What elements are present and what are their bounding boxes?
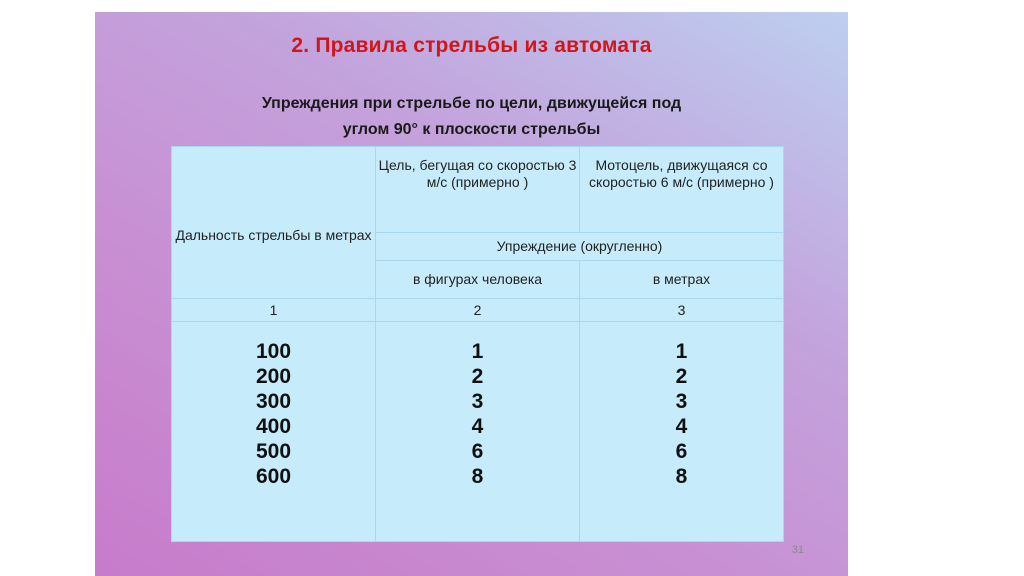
distance-value: 300 xyxy=(255,390,292,413)
header-in-human-figures: в фигурах человека xyxy=(376,261,580,299)
meters-value: 1 xyxy=(675,340,688,363)
figures-value: 8 xyxy=(471,465,484,488)
figures-value: 6 xyxy=(471,440,484,463)
figures-value: 1 xyxy=(471,340,484,363)
meters-value: 8 xyxy=(675,465,688,488)
subtitle-line-2: углом 90° к плоскости стрельбы xyxy=(342,121,601,138)
slide-subtitle xyxy=(95,91,848,143)
distance-value: 200 xyxy=(255,365,292,388)
header-in-meters: в метрах xyxy=(580,261,784,299)
header-distance: Дальность стрельбы в метрах xyxy=(172,147,376,299)
meters-value: 2 xyxy=(675,365,688,388)
figures-values xyxy=(376,322,580,542)
figures-value: 3 xyxy=(471,390,484,413)
slide-title: 2. Правила стрельбы из автомата xyxy=(291,34,652,57)
lead-table xyxy=(171,146,784,542)
slide xyxy=(95,12,848,576)
subtitle-line-1: Упреждения при стрельбе по цели, движущейся под xyxy=(261,95,682,112)
column-number-2: 2 xyxy=(376,299,580,322)
figures-value: 4 xyxy=(471,415,484,438)
header-running-target: Цель, бегущая со скоростью 3 м/с (примерно ) xyxy=(376,147,580,233)
meters-value: 3 xyxy=(675,390,688,413)
distance-values xyxy=(172,322,376,542)
distance-value: 100 xyxy=(255,340,292,363)
distance-value: 600 xyxy=(255,465,292,488)
distance-value: 500 xyxy=(255,440,292,463)
page-number: 31 xyxy=(791,544,804,556)
header-lead: Упреждение (округленно) xyxy=(376,233,784,261)
header-motorcycle-target: Мотоцель, движущаяся со скоростью 6 м/с (примерно ) xyxy=(580,147,784,233)
meters-values xyxy=(580,322,784,542)
meters-value: 4 xyxy=(675,415,688,438)
meters-value: 6 xyxy=(675,440,688,463)
column-number-3: 3 xyxy=(580,299,784,322)
figures-value: 2 xyxy=(471,365,484,388)
column-number-1: 1 xyxy=(172,299,376,322)
distance-value: 400 xyxy=(255,415,292,438)
